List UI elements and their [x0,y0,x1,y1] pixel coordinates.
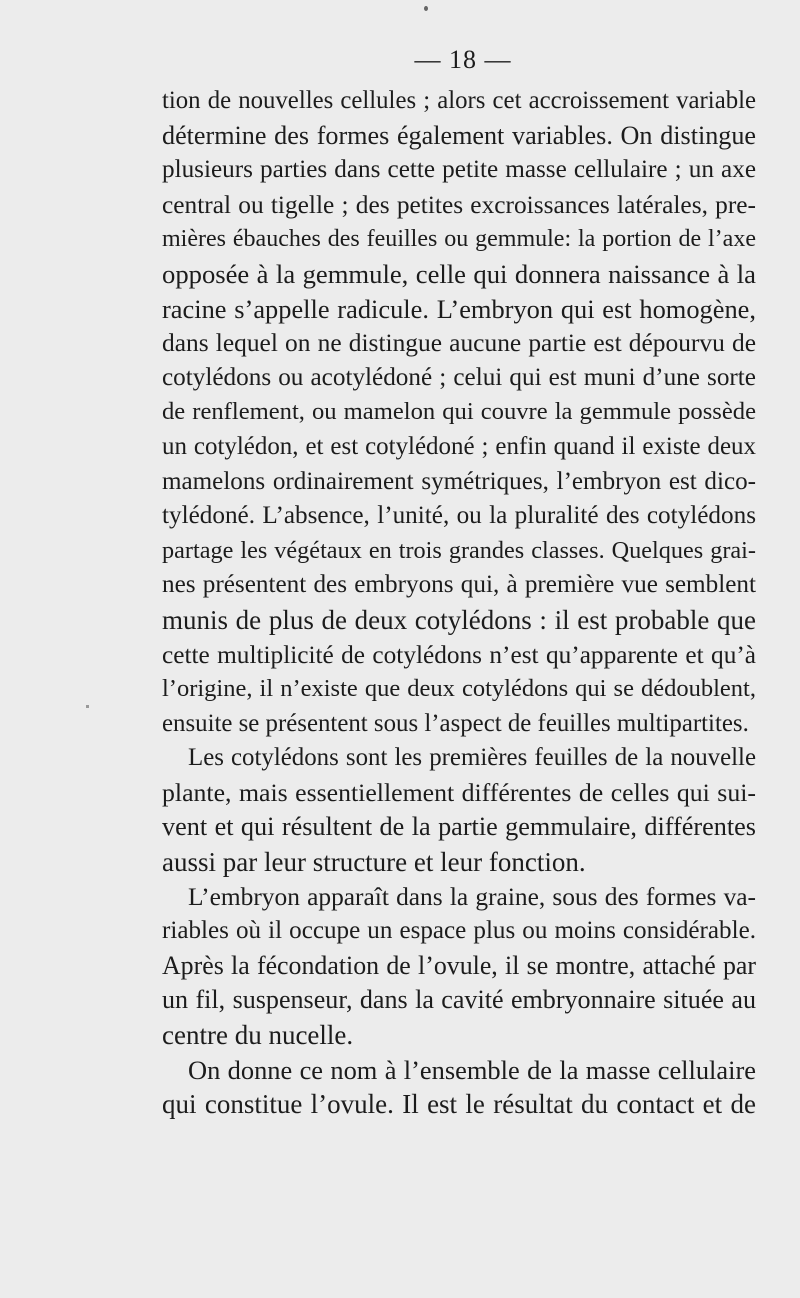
text-line: Les cotylédons sont les premières feuilles de la nouvelle [188,744,756,772]
text-line: cotylédons ou acotylédoné ; celui qui est muni d’une sorte [162,363,756,391]
text-line: centre du nucelle. [162,1020,354,1051]
text-line: ensuite se présentent sous l’aspect de feuilles multipartites. [162,709,749,737]
text-line: aussi par leur structure et leur fonction. [162,847,586,878]
text-line: de renflement, ou mamelon qui couvre la gemmule possède [162,398,756,426]
text-line: plusieurs parties dans cette petite masse cellulaire ; un axe [162,156,756,184]
ink-dot [424,6,428,11]
text-line: cette multiplicité de cotylédons n’est qu’apparente et qu’à [162,640,756,669]
page-number: — 18 — [414,45,512,74]
text-line: L’embryon apparaît dans la graine, sous des formes va- [188,882,756,911]
text-line: partage les végétaux en trois grandes classes. Quelques grai- [162,536,756,564]
text-line: munis de plus de deux cotylédons : il est probable que [162,604,756,635]
text-line: racine s’appelle radicule. L’embryon qui est homogène, [162,293,756,324]
text-line: Après la fécondation de l’ovule, il se montre, attaché par [162,950,756,980]
text-line: détermine des formes également variables. On distingue [162,120,756,150]
text-line: un fil, suspenseur, dans la cavité embryonnaire située au [162,985,756,1015]
text-line: On donne ce nom à l’ensemble de la masse cellulaire [188,1054,756,1085]
text-line: mières ébauches des feuilles ou gemmule: la portion de l’axe [162,226,756,253]
text-line: nes présentent des embryons qui, à première vue semblent [162,571,756,599]
body-text [162,84,756,1122]
text-line: opposée à la gemmule, celle qui donnera naissance à la [162,258,756,289]
text-line: dans lequel on ne distingue aucune partie est dépourvu de [162,328,756,358]
text-line: tylédoné. L’absence, l’unité, ou la pluralité des cotylédons [162,502,756,530]
text-line: qui constitue l’ovule. Il est le résultat du contact et de [162,1089,756,1120]
text-line: tion de nouvelles cellules ; alors cet accroissement variable [162,87,756,114]
text-line: riables où il occupe un espace plus ou moins considérable. [162,917,756,945]
scan-speck [86,705,89,708]
text-line: l’origine, il n’existe que deux cotylédons qui se dédoublent, [162,675,756,703]
text-line: vent et qui résultent de la partie gemmulaire, différentes [162,812,756,842]
text-line: plante, mais essentiellement différentes de celles qui sui- [162,777,756,807]
text-line: mamelons ordinairement symétriques, l’embryon est dico- [162,467,756,495]
text-line: un cotylédon, et est cotylédoné ; enfin quand il existe deux [162,432,756,460]
text-line: central ou tigelle ; des petites excroissances latérales, pre- [162,190,756,219]
